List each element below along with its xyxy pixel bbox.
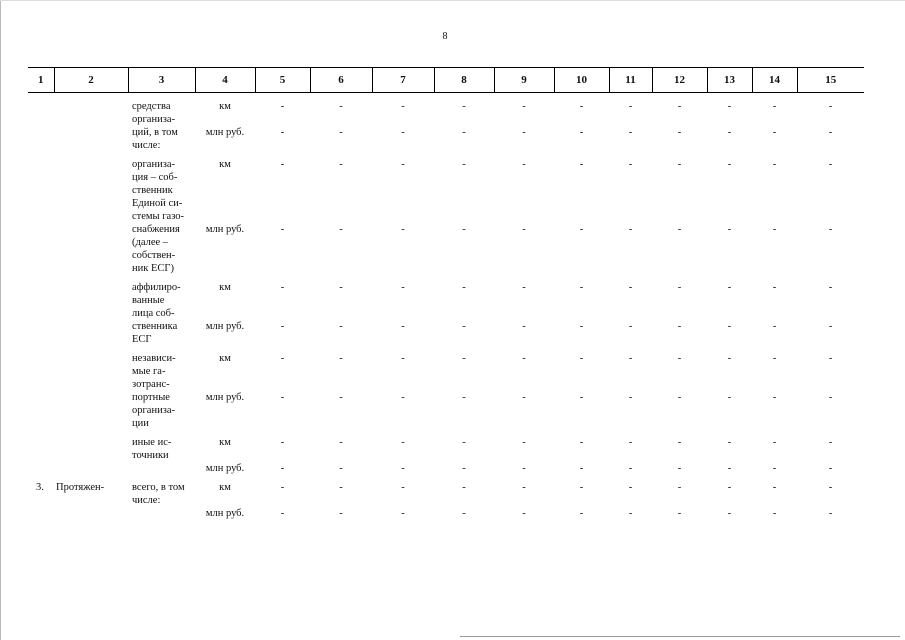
table-header-row (28, 68, 864, 93)
dash-value: - (727, 159, 732, 170)
unit-label: млн руб. (205, 127, 245, 138)
dash-value: - (628, 482, 633, 493)
unit-label: км (219, 282, 231, 293)
value-cell-col-10 (554, 93, 609, 159)
dash-value: - (522, 127, 526, 138)
row-label (128, 158, 195, 281)
dash-value: - (280, 392, 285, 403)
dash-value: - (339, 101, 343, 112)
scan-edge-top (0, 0, 905, 1)
value-cell-col-12 (652, 281, 707, 352)
dash-value: - (579, 224, 584, 235)
dash-value: - (579, 127, 584, 138)
value-cell-col-12 (652, 475, 707, 520)
dash-value: - (677, 463, 682, 474)
dash-value: - (828, 437, 833, 448)
dash-value: - (579, 321, 584, 332)
dash-value: - (677, 482, 682, 493)
table-row (28, 158, 864, 281)
dash-value: - (280, 508, 285, 519)
dash-value: - (339, 482, 343, 493)
value-cell-col-11 (609, 158, 652, 281)
dash-value: - (628, 508, 633, 519)
dash-value: - (401, 463, 405, 474)
row-label-line: независи- (132, 353, 176, 364)
dash-value: - (401, 353, 405, 364)
dash-value: - (339, 392, 343, 403)
value-cell-col-11 (609, 281, 652, 352)
row-label-line: ция – соб- (132, 172, 178, 183)
dash-value: - (772, 282, 777, 293)
value-cell-col-9 (494, 475, 554, 520)
dash-value: - (828, 482, 833, 493)
dash-value: - (772, 159, 777, 170)
unit-cell (195, 475, 255, 520)
dash-value: - (522, 224, 526, 235)
unit-label: км (219, 437, 231, 448)
row-label-line: собствен- (132, 250, 176, 261)
dash-value: - (280, 101, 285, 112)
dash-value: - (522, 463, 526, 474)
dash-value: - (772, 321, 777, 332)
value-cell-col-8 (434, 352, 494, 436)
data-table (28, 67, 864, 520)
dash-value: - (828, 463, 833, 474)
row-label-line: лица соб- (132, 308, 175, 319)
value-cell-col-7 (372, 352, 434, 436)
dash-value: - (462, 392, 466, 403)
value-cell-col-6 (310, 158, 372, 281)
row-label-line: числе: (132, 495, 161, 506)
dash-value: - (401, 321, 405, 332)
dash-value: - (462, 437, 466, 448)
dash-value: - (727, 508, 732, 519)
dash-value: - (339, 463, 343, 474)
dash-value: - (280, 353, 285, 364)
row-label-line: средства (132, 101, 171, 112)
dash-value: - (401, 508, 405, 519)
dash-value: - (772, 508, 777, 519)
dash-value: - (628, 321, 633, 332)
dash-value: - (727, 463, 732, 474)
dash-value: - (339, 321, 343, 332)
value-cell-col-7 (372, 281, 434, 352)
dash-value: - (280, 127, 285, 138)
dash-value: - (339, 282, 343, 293)
value-cell-col-15 (797, 475, 864, 520)
row-index: 3. (36, 482, 44, 493)
column-header-2: 2 (54, 68, 128, 93)
column-header-13: 13 (707, 68, 752, 93)
dash-value: - (579, 282, 584, 293)
dash-value: - (401, 282, 405, 293)
dash-value: - (727, 127, 732, 138)
value-cell-col-15 (797, 158, 864, 281)
row-label-line: ванные (132, 295, 165, 306)
unit-cell (195, 281, 255, 352)
value-cell-col-5 (255, 281, 310, 352)
row-index (28, 436, 54, 475)
value-cell-col-8 (434, 475, 494, 520)
dash-value: - (677, 127, 682, 138)
row-name (54, 158, 128, 281)
value-cell-col-14 (752, 436, 797, 475)
value-cell-col-13 (707, 158, 752, 281)
dash-value: - (628, 282, 633, 293)
dash-value: - (628, 224, 633, 235)
dash-value: - (280, 437, 285, 448)
row-index (28, 158, 54, 281)
dash-value: - (579, 437, 584, 448)
value-cell-col-9 (494, 436, 554, 475)
dash-value: - (579, 159, 584, 170)
unit-cell (195, 93, 255, 159)
dash-value: - (522, 101, 526, 112)
dash-value: - (579, 482, 584, 493)
row-label-line: зотранс- (132, 379, 170, 390)
dash-value: - (401, 392, 405, 403)
dash-value: - (280, 463, 285, 474)
unit-label: км (219, 353, 231, 364)
value-cell-col-14 (752, 158, 797, 281)
dash-value: - (462, 224, 466, 235)
value-cell-col-13 (707, 93, 752, 159)
dash-value: - (828, 127, 833, 138)
unit-cell (195, 436, 255, 475)
dash-value: - (339, 159, 343, 170)
dash-value: - (462, 127, 466, 138)
dash-value: - (628, 463, 633, 474)
value-cell-col-6 (310, 352, 372, 436)
row-name (54, 93, 128, 159)
dash-value: - (401, 101, 405, 112)
row-label-line: ЕСГ (132, 334, 152, 345)
value-cell-col-7 (372, 93, 434, 159)
value-cell-col-5 (255, 475, 310, 520)
unit-label: км (219, 101, 231, 112)
row-label-line: аффилиро- (132, 282, 181, 293)
dash-value: - (462, 482, 466, 493)
dash-value: - (628, 437, 633, 448)
row-index (28, 281, 54, 352)
dash-value: - (727, 392, 732, 403)
dash-value: - (727, 321, 732, 332)
row-label-line: снабжения (132, 224, 180, 235)
dash-value: - (772, 463, 777, 474)
column-header-6: 6 (310, 68, 372, 93)
row-label-line: ник ЕСГ) (132, 263, 174, 274)
dash-value: - (401, 127, 405, 138)
row-label (128, 436, 195, 475)
dash-value: - (727, 282, 732, 293)
dash-value: - (522, 282, 526, 293)
column-header-8: 8 (434, 68, 494, 93)
value-cell-col-10 (554, 436, 609, 475)
dash-value: - (772, 127, 777, 138)
value-cell-col-9 (494, 281, 554, 352)
table-row (28, 475, 864, 520)
value-cell-col-15 (797, 436, 864, 475)
dash-value: - (522, 437, 526, 448)
column-header-11: 11 (609, 68, 652, 93)
row-label (128, 93, 195, 159)
value-cell-col-8 (434, 281, 494, 352)
value-cell-col-14 (752, 281, 797, 352)
column-header-1: 1 (28, 68, 54, 93)
dash-value: - (677, 224, 682, 235)
column-header-10: 10 (554, 68, 609, 93)
dash-value: - (677, 353, 682, 364)
row-label-line: Единой си- (132, 198, 183, 209)
column-header-9: 9 (494, 68, 554, 93)
unit-label: млн руб. (205, 463, 245, 474)
value-cell-col-5 (255, 93, 310, 159)
value-cell-col-7 (372, 475, 434, 520)
dash-value: - (579, 463, 584, 474)
dash-value: - (522, 321, 526, 332)
row-label-line: организа- (132, 405, 176, 416)
value-cell-col-7 (372, 436, 434, 475)
dash-value: - (462, 321, 466, 332)
row-label-line: ций, в том (132, 127, 178, 138)
row-label (128, 475, 195, 520)
dash-value: - (828, 508, 833, 519)
unit-label: млн руб. (205, 392, 245, 403)
dash-value: - (772, 482, 777, 493)
dash-value: - (677, 437, 682, 448)
dash-value: - (677, 321, 682, 332)
dash-value: - (628, 159, 633, 170)
dash-value: - (828, 282, 833, 293)
dash-value: - (727, 482, 732, 493)
value-cell-col-6 (310, 475, 372, 520)
value-cell-col-14 (752, 352, 797, 436)
dash-value: - (828, 101, 833, 112)
value-cell-col-12 (652, 158, 707, 281)
dash-value: - (522, 353, 526, 364)
value-cell-col-10 (554, 158, 609, 281)
dash-value: - (772, 353, 777, 364)
table-row (28, 93, 864, 159)
dash-value: - (579, 392, 584, 403)
value-cell-col-7 (372, 158, 434, 281)
table-row (28, 281, 864, 352)
row-label-line: числе: (132, 140, 161, 151)
value-cell-col-10 (554, 281, 609, 352)
dash-value: - (628, 127, 633, 138)
value-cell-col-12 (652, 93, 707, 159)
row-label-line: ции (132, 418, 149, 429)
dash-value: - (339, 127, 343, 138)
row-label-line: организа- (132, 114, 176, 125)
dash-value: - (579, 101, 584, 112)
dash-value: - (280, 224, 285, 235)
dash-value: - (401, 437, 405, 448)
value-cell-col-6 (310, 436, 372, 475)
dash-value: - (828, 224, 833, 235)
value-cell-col-5 (255, 158, 310, 281)
row-name (54, 352, 128, 436)
dash-value: - (339, 508, 343, 519)
column-header-15: 15 (797, 68, 864, 93)
value-cell-col-6 (310, 281, 372, 352)
dash-value: - (522, 392, 526, 403)
value-cell-col-11 (609, 352, 652, 436)
unit-label: млн руб. (205, 508, 245, 519)
row-name: Протяжен- (56, 482, 105, 493)
dash-value: - (522, 482, 526, 493)
value-cell-col-8 (434, 93, 494, 159)
value-cell-col-15 (797, 352, 864, 436)
dash-value: - (339, 224, 343, 235)
unit-cell (195, 352, 255, 436)
scan-edge-bottom (460, 636, 900, 637)
dash-value: - (280, 482, 285, 493)
dash-value: - (522, 508, 526, 519)
dash-value: - (462, 282, 466, 293)
value-cell-col-9 (494, 352, 554, 436)
row-label-line: портные (132, 392, 170, 403)
dash-value: - (628, 101, 633, 112)
value-cell-col-15 (797, 281, 864, 352)
dash-value: - (677, 282, 682, 293)
unit-label: млн руб. (205, 224, 245, 235)
value-cell-col-13 (707, 475, 752, 520)
dash-value: - (462, 353, 466, 364)
table-row (28, 352, 864, 436)
value-cell-col-10 (554, 352, 609, 436)
dash-value: - (462, 101, 466, 112)
dash-value: - (677, 159, 682, 170)
value-cell-col-15 (797, 93, 864, 159)
row-label-line: иные ис- (132, 437, 172, 448)
value-cell-col-10 (554, 475, 609, 520)
row-label-line: ственника (132, 321, 178, 332)
data-table-wrapper (28, 67, 864, 520)
dash-value: - (772, 224, 777, 235)
row-label-line: стемы газо- (132, 211, 185, 222)
row-label-line: ственник (132, 185, 173, 196)
value-cell-col-12 (652, 436, 707, 475)
column-header-12: 12 (652, 68, 707, 93)
dash-value: - (677, 101, 682, 112)
dash-value: - (280, 159, 285, 170)
column-header-7: 7 (372, 68, 434, 93)
unit-label: км (219, 482, 231, 493)
dash-value: - (401, 482, 405, 493)
dash-value: - (462, 159, 466, 170)
dash-value: - (727, 101, 732, 112)
value-cell-col-14 (752, 475, 797, 520)
value-cell-col-5 (255, 352, 310, 436)
value-cell-col-11 (609, 475, 652, 520)
row-name (54, 281, 128, 352)
scan-edge-left (0, 0, 1, 640)
dash-value: - (628, 392, 633, 403)
value-cell-col-12 (652, 352, 707, 436)
dash-value: - (828, 392, 833, 403)
row-label-line: организа- (132, 159, 176, 170)
dash-value: - (579, 508, 584, 519)
dash-value: - (828, 159, 833, 170)
row-label-line: мые га- (132, 366, 166, 377)
column-header-14: 14 (752, 68, 797, 93)
row-label-line: всего, в том (132, 482, 185, 493)
dash-value: - (677, 392, 682, 403)
value-cell-col-13 (707, 352, 752, 436)
value-cell-col-8 (434, 436, 494, 475)
dash-value: - (401, 159, 405, 170)
unit-cell (195, 158, 255, 281)
dash-value: - (280, 321, 285, 332)
row-index (28, 352, 54, 436)
table-body (28, 93, 864, 521)
dash-value: - (727, 353, 732, 364)
row-label (128, 281, 195, 352)
value-cell-col-9 (494, 158, 554, 281)
dash-value: - (522, 159, 526, 170)
dash-value: - (828, 353, 833, 364)
value-cell-col-13 (707, 281, 752, 352)
column-header-3: 3 (128, 68, 195, 93)
value-cell-col-13 (707, 436, 752, 475)
value-cell-col-11 (609, 436, 652, 475)
row-label (128, 352, 195, 436)
dash-value: - (339, 437, 343, 448)
dash-value: - (772, 437, 777, 448)
value-cell-col-5 (255, 436, 310, 475)
row-label-line: точники (132, 450, 169, 461)
row-name (54, 436, 128, 475)
value-cell-col-6 (310, 93, 372, 159)
unit-label: км (219, 159, 231, 170)
page-number: 8 (442, 31, 448, 42)
row-index (28, 93, 54, 159)
dash-value: - (462, 463, 466, 474)
dash-value: - (677, 508, 682, 519)
table-row (28, 436, 864, 475)
dash-value: - (339, 353, 343, 364)
dash-value: - (280, 282, 285, 293)
dash-value: - (828, 321, 833, 332)
column-header-4: 4 (195, 68, 255, 93)
dash-value: - (727, 437, 732, 448)
dash-value: - (462, 508, 466, 519)
dash-value: - (401, 224, 405, 235)
dash-value: - (727, 224, 732, 235)
column-header-5: 5 (255, 68, 310, 93)
dash-value: - (628, 353, 633, 364)
row-label-line: (далее – (132, 237, 169, 248)
dash-value: - (772, 392, 777, 403)
dash-value: - (772, 101, 777, 112)
value-cell-col-14 (752, 93, 797, 159)
value-cell-col-11 (609, 93, 652, 159)
dash-value: - (579, 353, 584, 364)
unit-label: млн руб. (205, 321, 245, 332)
value-cell-col-9 (494, 93, 554, 159)
value-cell-col-8 (434, 158, 494, 281)
